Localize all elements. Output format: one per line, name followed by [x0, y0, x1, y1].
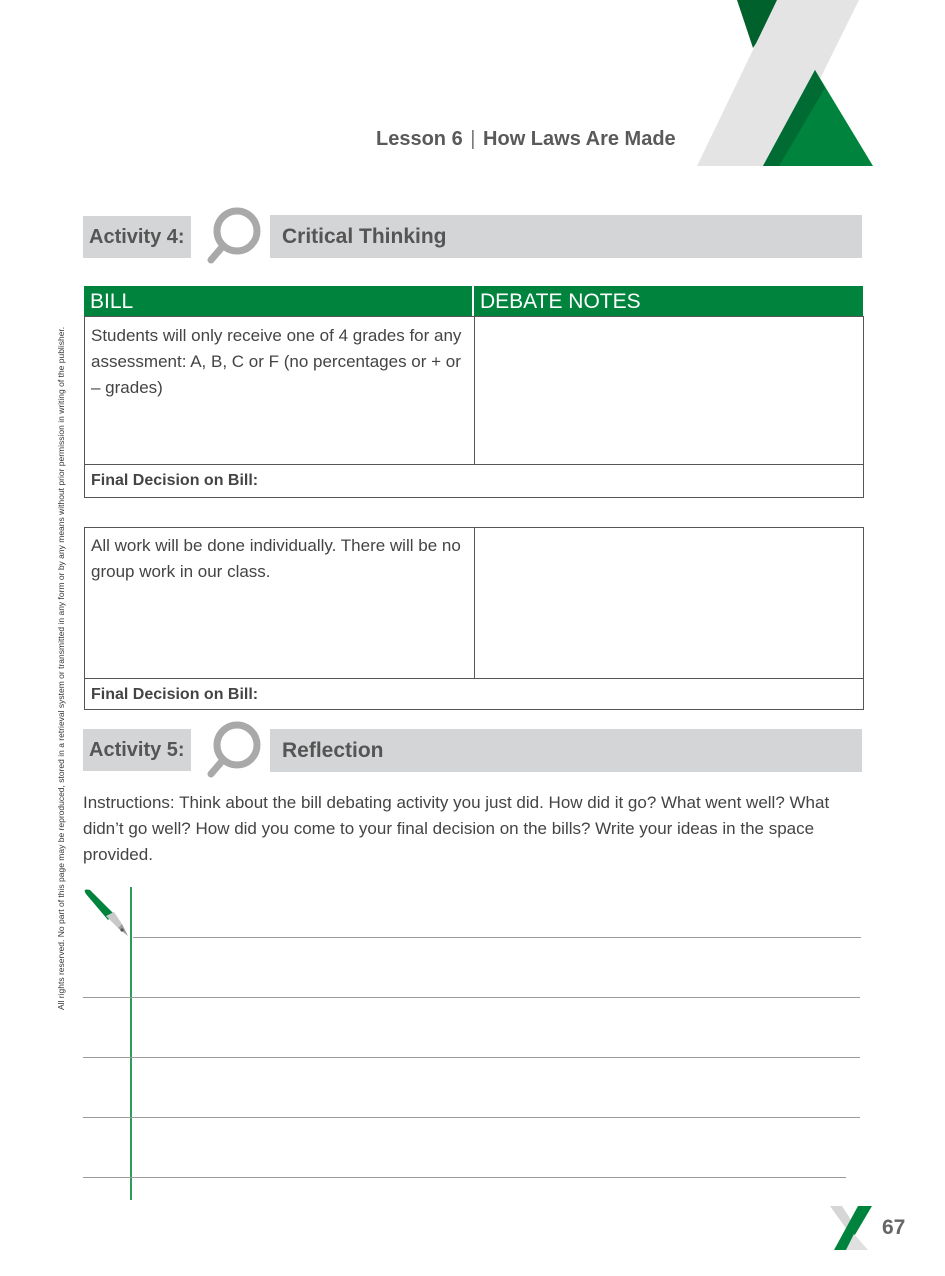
- lesson-title: How Laws Are Made: [483, 128, 676, 150]
- bill-2-debate-notes-area[interactable]: [476, 529, 862, 677]
- activity-4-label: Activity 4:: [83, 216, 191, 258]
- bill-1-final-decision-label: Final Decision on Bill:: [91, 472, 259, 489]
- writing-line-5[interactable]: [83, 1177, 846, 1178]
- activity-5-title: Reflection: [270, 729, 862, 772]
- row-divider: [84, 464, 864, 465]
- writing-margin-line: [130, 887, 132, 1200]
- magnifying-glass-icon: [203, 204, 265, 266]
- activity-5-label: Activity 5:: [83, 729, 191, 771]
- corner-logo: [695, 0, 875, 170]
- writing-line-1[interactable]: [133, 937, 861, 938]
- bill-1-text: Students will only receive one of 4 grades for any assessment: A, B, C or F (no percentages or + or – grades): [91, 326, 462, 397]
- footer-logo: [828, 1204, 874, 1252]
- lesson-header: [376, 128, 676, 151]
- table-header: [84, 286, 863, 317]
- activity-4-title: Critical Thinking: [270, 215, 862, 258]
- header-separator: |: [470, 128, 476, 150]
- copyright-notice: All rights reserved. No part of this page may be reproduced, stored in a retrieval system or transmitted in any form or by any means without prior permission in writing of the publisher.: [56, 326, 66, 1010]
- bill-2-text: All work will be done individually. There will be no group work in our class.: [91, 536, 461, 581]
- lesson-number: Lesson 6: [376, 128, 463, 150]
- row-divider: [84, 678, 864, 679]
- magnifying-glass-icon: [203, 718, 265, 780]
- bill-2-final-decision-label: Final Decision on Bill:: [91, 686, 259, 703]
- pen-icon: [80, 886, 132, 940]
- writing-line-2[interactable]: [83, 997, 860, 998]
- column-divider: [474, 527, 475, 679]
- reflection-instructions: Instructions: Think about the bill debating activity you just did. How did it go? What went well? What didn’t go well? How did you come to your final decision on the bills? Write your ideas in the space provided.: [83, 793, 830, 864]
- writing-line-4[interactable]: [83, 1117, 860, 1118]
- writing-line-3[interactable]: [83, 1057, 860, 1058]
- page-number: 67: [882, 1216, 906, 1239]
- header-debate-notes: DEBATE NOTES: [474, 286, 863, 317]
- bill-1-debate-notes-area[interactable]: [476, 318, 862, 463]
- header-bill: BILL: [84, 286, 472, 317]
- column-divider: [474, 316, 475, 465]
